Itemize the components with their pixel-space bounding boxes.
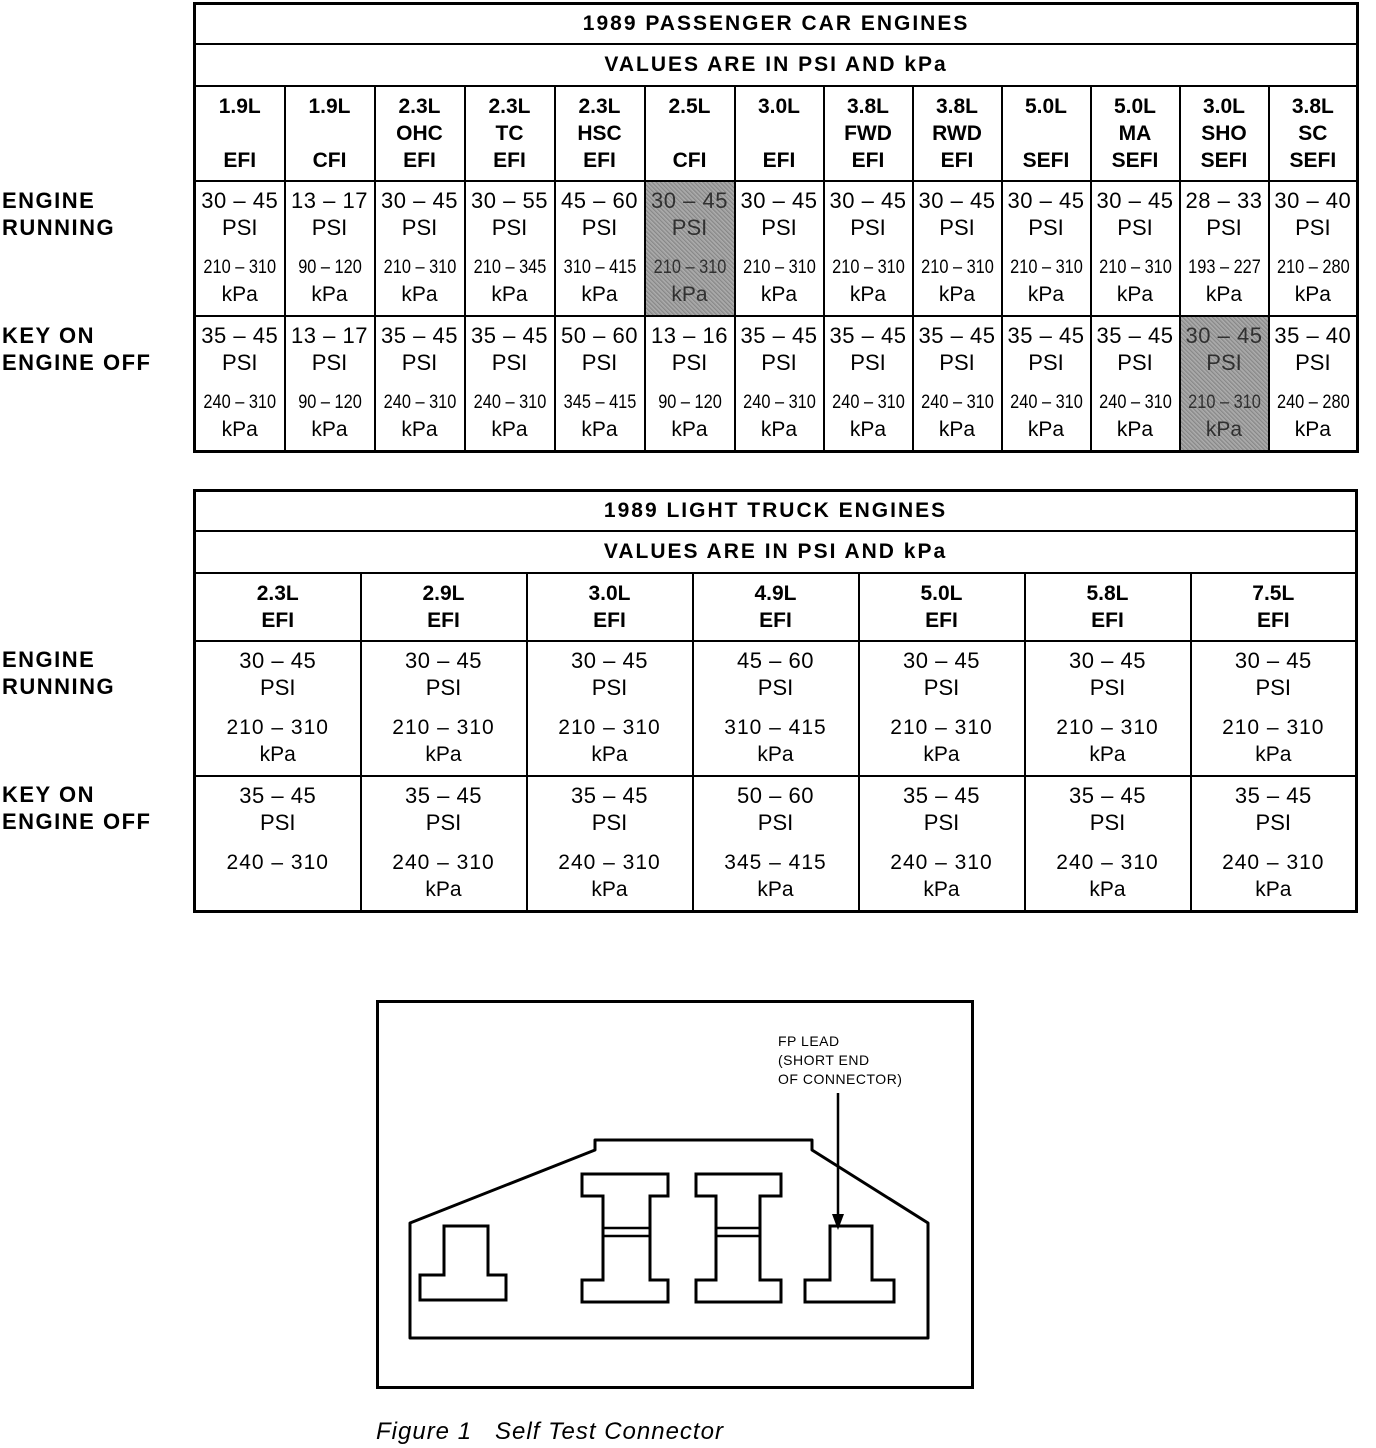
psi-unit: PSI: [1206, 350, 1242, 375]
kpa-range: 210 – 310: [392, 716, 495, 739]
engine-header-line: 3.8L: [935, 95, 979, 118]
psi-range: 35 – 45: [571, 783, 648, 808]
psi-range: 35 – 45: [1007, 323, 1085, 348]
kpa-unit: kPa: [849, 418, 887, 441]
psi-unit: PSI: [401, 350, 438, 375]
terminal-h-left: [582, 1174, 668, 1302]
kpa-range: 210 – 310: [920, 257, 994, 278]
engine-header-line: EFI: [583, 149, 616, 172]
kpa-range: 90 – 120: [297, 257, 362, 278]
row-label-line: ENGINE OFF: [2, 809, 152, 834]
psi-unit: PSI: [1089, 810, 1126, 835]
engine-header-line: EFI: [403, 149, 436, 172]
kpa-unit: kPa: [591, 743, 628, 766]
engine-header-line: 4.9L: [754, 582, 797, 605]
engine-header-line: 3.8L: [846, 95, 890, 118]
engine-header-line: 7.5L: [1252, 582, 1295, 605]
engine-header-line: HSC: [577, 122, 622, 145]
engine-header-line: 2.3L: [256, 582, 299, 605]
fp-lead-line: FP LEAD: [778, 1033, 840, 1049]
psi-range: 35 – 45: [1096, 323, 1174, 348]
kpa-range: 90 – 120: [297, 392, 362, 413]
kpa-range: 240 – 310: [1056, 851, 1159, 874]
psi-range: 30 – 45: [201, 188, 279, 213]
psi-unit: PSI: [1255, 675, 1292, 700]
kpa-range: 210 – 310: [558, 716, 661, 739]
kpa-unit: kPa: [757, 878, 794, 901]
kpa-range: 240 – 310: [558, 851, 661, 874]
psi-range: 35 – 45: [201, 323, 279, 348]
engine-header-line: SC: [1298, 122, 1328, 145]
row-label-line: RUNNING: [2, 215, 116, 240]
kpa-range: 210 – 310: [383, 257, 456, 278]
kpa-unit: kPa: [491, 418, 528, 441]
kpa-unit: kPa: [401, 283, 438, 306]
psi-unit: PSI: [757, 675, 794, 700]
psi-range: 35 – 45: [405, 783, 482, 808]
psi-unit: PSI: [222, 215, 258, 240]
psi-range: 28 – 33: [1185, 188, 1263, 213]
psi-unit: PSI: [850, 215, 886, 240]
terminal-fp-lead: [805, 1226, 894, 1302]
psi-unit: PSI: [1117, 215, 1153, 240]
psi-range: 13 – 17: [291, 323, 368, 348]
psi-range: 35 – 45: [903, 783, 980, 808]
engine-header-line: 2.3L: [488, 95, 531, 118]
kpa-range: 240 – 310: [920, 392, 994, 413]
kpa-unit: kPa: [311, 418, 348, 441]
psi-unit: PSI: [222, 350, 258, 375]
row-label-line: KEY ON: [2, 323, 95, 348]
terminal-h-right: [696, 1174, 781, 1302]
kpa-range: 240 – 310: [742, 392, 816, 413]
kpa-range: 210 – 345: [473, 257, 546, 278]
psi-unit: PSI: [923, 675, 960, 700]
kpa-range: 240 – 310: [203, 392, 277, 413]
engine-header-line: 2.5L: [668, 95, 711, 118]
kpa-unit: kPa: [1255, 743, 1292, 766]
kpa-unit: kPa: [581, 418, 618, 441]
kpa-unit: kPa: [221, 283, 258, 306]
psi-unit: PSI: [581, 215, 618, 240]
psi-unit: PSI: [939, 215, 975, 240]
engine-header-line: FWD: [844, 122, 892, 145]
engine-header-line: SEFI: [1022, 149, 1070, 172]
engine-header-line: EFI: [762, 149, 796, 172]
psi-range: 13 – 16: [651, 323, 728, 348]
engine-header-line: EFI: [1256, 609, 1290, 632]
kpa-range: 210 – 310: [742, 257, 816, 278]
psi-range: 45 – 60: [737, 648, 814, 673]
psi-range: 35 – 45: [829, 323, 907, 348]
psi-range: 35 – 45: [239, 783, 317, 808]
engine-header-line: 3.0L: [588, 582, 631, 605]
engine-header-line: EFI: [940, 149, 974, 172]
engine-header-line: SEFI: [1111, 149, 1159, 172]
psi-range: 30 – 45: [405, 648, 482, 673]
kpa-range: 240 – 310: [1098, 392, 1172, 413]
kpa-unit: kPa: [221, 418, 258, 441]
engine-header-line: 2.3L: [578, 95, 621, 118]
engine-header-line: 5.0L: [920, 582, 963, 605]
kpa-unit: kPa: [401, 418, 438, 441]
psi-range: 30 – 45: [381, 188, 458, 213]
psi-unit: PSI: [923, 810, 960, 835]
kpa-unit: kPa: [259, 743, 296, 766]
kpa-range: 193 – 227: [1187, 257, 1261, 278]
engine-header-line: 3.0L: [757, 95, 801, 118]
kpa-unit: kPa: [1205, 418, 1243, 441]
psi-unit: PSI: [1295, 350, 1331, 375]
kpa-unit: kPa: [1205, 283, 1243, 306]
kpa-unit: kPa: [1116, 283, 1154, 306]
kpa-range: 210 – 310: [226, 716, 329, 739]
psi-range: 30 – 45: [1096, 188, 1174, 213]
psi-unit: PSI: [311, 350, 348, 375]
row-label-line: ENGINE: [2, 647, 96, 672]
engine-header-line: 2.3L: [398, 95, 441, 118]
psi-range: 35 – 45: [1234, 783, 1312, 808]
psi-unit: PSI: [1117, 350, 1153, 375]
psi-unit: PSI: [671, 215, 708, 240]
engine-header-line: EFI: [261, 609, 295, 632]
psi-unit: PSI: [757, 810, 794, 835]
psi-unit: PSI: [425, 675, 462, 700]
psi-range: 45 – 60: [561, 188, 638, 213]
kpa-unit: kPa: [1089, 743, 1126, 766]
row-label-line: RUNNING: [2, 674, 116, 699]
engine-header-line: CFI: [672, 149, 707, 172]
kpa-unit: kPa: [1089, 878, 1126, 901]
engine-header-line: MA: [1118, 122, 1152, 145]
psi-range: 30 – 45: [1234, 648, 1312, 673]
engine-header-line: TC: [495, 122, 524, 145]
engine-header-line: SHO: [1201, 122, 1247, 145]
psi-range: 50 – 60: [561, 323, 638, 348]
psi-unit: PSI: [761, 215, 797, 240]
engine-header-line: EFI: [493, 149, 526, 172]
kpa-unit: kPa: [671, 418, 708, 441]
kpa-range: 310 – 415: [724, 716, 827, 739]
psi-unit: PSI: [491, 350, 528, 375]
kpa-unit: kPa: [760, 283, 798, 306]
kpa-unit: kPa: [757, 743, 794, 766]
engine-header-line: 5.8L: [1086, 582, 1129, 605]
fp-lead-line: (SHORT END: [778, 1052, 870, 1068]
kpa-range: 210 – 310: [831, 257, 905, 278]
kpa-unit: kPa: [425, 743, 462, 766]
kpa-range: 310 – 415: [563, 257, 636, 278]
engine-header-line: CFI: [312, 149, 347, 172]
kpa-range: 210 – 310: [1187, 392, 1261, 413]
psi-unit: PSI: [491, 215, 528, 240]
fp-lead-line: OF CONNECTOR): [778, 1071, 903, 1087]
psi-range: 30 – 45: [571, 648, 648, 673]
kpa-range: 345 – 415: [724, 851, 827, 874]
row-label-line: KEY ON: [2, 782, 95, 807]
engine-header-line: 3.0L: [1202, 95, 1246, 118]
kpa-unit: kPa: [1116, 418, 1154, 441]
kpa-range: 210 – 310: [1056, 716, 1159, 739]
kpa-unit: kPa: [581, 283, 618, 306]
kpa-range: 240 – 310: [473, 392, 546, 413]
psi-range: 30 – 45: [918, 188, 996, 213]
psi-unit: PSI: [939, 350, 975, 375]
engine-header-line: EFI: [759, 609, 792, 632]
psi-unit: PSI: [850, 350, 886, 375]
psi-unit: PSI: [1089, 675, 1126, 700]
kpa-unit: kPa: [425, 878, 462, 901]
kpa-unit: kPa: [923, 743, 960, 766]
engine-header-line: 2.9L: [422, 582, 465, 605]
kpa-range: 240 – 280: [1276, 392, 1350, 413]
row-label-line: ENGINE OFF: [2, 350, 152, 375]
engine-header-line: 1.9L: [308, 95, 351, 118]
psi-range: 30 – 45: [740, 188, 818, 213]
kpa-range: 240 – 310: [1222, 851, 1325, 874]
engine-header-line: SEFI: [1200, 149, 1248, 172]
psi-unit: PSI: [260, 810, 296, 835]
kpa-unit: kPa: [1255, 878, 1292, 901]
psi-unit: PSI: [671, 350, 708, 375]
engine-header-line: 5.0L: [1024, 95, 1068, 118]
engine-header-line: RWD: [932, 122, 982, 145]
engine-header-line: EFI: [851, 149, 885, 172]
psi-range: 30 – 45: [651, 188, 728, 213]
kpa-unit: kPa: [1294, 418, 1331, 441]
kpa-unit: kPa: [760, 418, 798, 441]
engine-header-line: EFI: [925, 609, 958, 632]
psi-unit: PSI: [311, 215, 348, 240]
engine-header-line: EFI: [427, 609, 460, 632]
psi-unit: PSI: [1028, 215, 1064, 240]
psi-range: 35 – 45: [918, 323, 996, 348]
psi-range: 35 – 45: [471, 323, 548, 348]
kpa-range: 240 – 310: [383, 392, 456, 413]
psi-unit: PSI: [1295, 215, 1331, 240]
psi-range: 30 – 45: [1185, 323, 1263, 348]
kpa-range: 210 – 310: [1222, 716, 1325, 739]
kpa-range: 210 – 280: [1276, 257, 1350, 278]
psi-unit: PSI: [425, 810, 462, 835]
truck-units-note: VALUES ARE IN PSI AND kPa: [195, 531, 1357, 573]
psi-range: 35 – 40: [1274, 323, 1352, 348]
engine-header-line: EFI: [1091, 609, 1124, 632]
engine-header-line: 1.9L: [218, 95, 261, 118]
psi-range: 30 – 45: [1069, 648, 1146, 673]
kpa-unit: kPa: [311, 283, 348, 306]
psi-unit: PSI: [591, 810, 628, 835]
psi-range: 35 – 45: [1069, 783, 1146, 808]
row-label-line: ENGINE: [2, 188, 96, 213]
kpa-unit: kPa: [1027, 283, 1065, 306]
engine-header-line: EFI: [223, 149, 257, 172]
kpa-unit: kPa: [849, 283, 887, 306]
psi-range: 30 – 40: [1274, 188, 1352, 213]
kpa-range: 240 – 310: [392, 851, 495, 874]
fp-lead-label: [778, 1032, 902, 1089]
psi-range: 35 – 45: [381, 323, 458, 348]
kpa-range: 240 – 310: [226, 851, 329, 874]
passenger-table-title: 1989 PASSENGER CAR ENGINES: [195, 4, 1358, 45]
psi-range: 30 – 55: [471, 188, 548, 213]
kpa-unit: kPa: [1294, 283, 1331, 306]
psi-range: 35 – 45: [740, 323, 818, 348]
kpa-range: 210 – 310: [890, 716, 993, 739]
kpa-unit: kPa: [938, 283, 976, 306]
kpa-range: 210 – 310: [1009, 257, 1083, 278]
psi-range: 13 – 17: [291, 188, 368, 213]
psi-unit: PSI: [1206, 215, 1242, 240]
engine-header-line: EFI: [593, 609, 626, 632]
engine-header-line: 3.8L: [1291, 95, 1334, 118]
kpa-range: 345 – 415: [563, 392, 636, 413]
kpa-unit: kPa: [923, 878, 960, 901]
fp-lead-arrow-head: [832, 1214, 844, 1230]
figure-caption: Figure 1 Self Test Connector: [376, 1418, 724, 1445]
kpa-unit: kPa: [938, 418, 976, 441]
psi-range: 30 – 45: [239, 648, 317, 673]
psi-unit: PSI: [1255, 810, 1292, 835]
psi-unit: PSI: [591, 675, 628, 700]
kpa-range: 240 – 310: [831, 392, 905, 413]
kpa-range: 210 – 310: [653, 257, 726, 278]
engine-header-line: OHC: [396, 122, 443, 145]
kpa-range: 90 – 120: [657, 392, 722, 413]
psi-unit: PSI: [1028, 350, 1064, 375]
truck-table-title: 1989 LIGHT TRUCK ENGINES: [195, 491, 1357, 532]
kpa-range: 240 – 310: [890, 851, 993, 874]
psi-range: 30 – 45: [903, 648, 980, 673]
psi-unit: PSI: [260, 675, 296, 700]
psi-range: 30 – 45: [1007, 188, 1085, 213]
terminal-left: [420, 1226, 506, 1300]
engine-header-line: SEFI: [1289, 149, 1337, 172]
kpa-unit: kPa: [491, 283, 528, 306]
psi-range: 50 – 60: [737, 783, 814, 808]
psi-unit: PSI: [761, 350, 797, 375]
passenger-units-note: VALUES ARE IN PSI AND kPa: [195, 44, 1358, 86]
kpa-unit: kPa: [1027, 418, 1065, 441]
kpa-range: 240 – 310: [1009, 392, 1083, 413]
psi-unit: PSI: [401, 215, 438, 240]
kpa-unit: kPa: [591, 878, 628, 901]
kpa-unit: kPa: [671, 283, 708, 306]
psi-range: 30 – 45: [829, 188, 907, 213]
kpa-range: 210 – 310: [203, 257, 277, 278]
psi-unit: PSI: [581, 350, 618, 375]
engine-header-line: 5.0L: [1113, 95, 1157, 118]
kpa-range: 210 – 310: [1098, 257, 1172, 278]
